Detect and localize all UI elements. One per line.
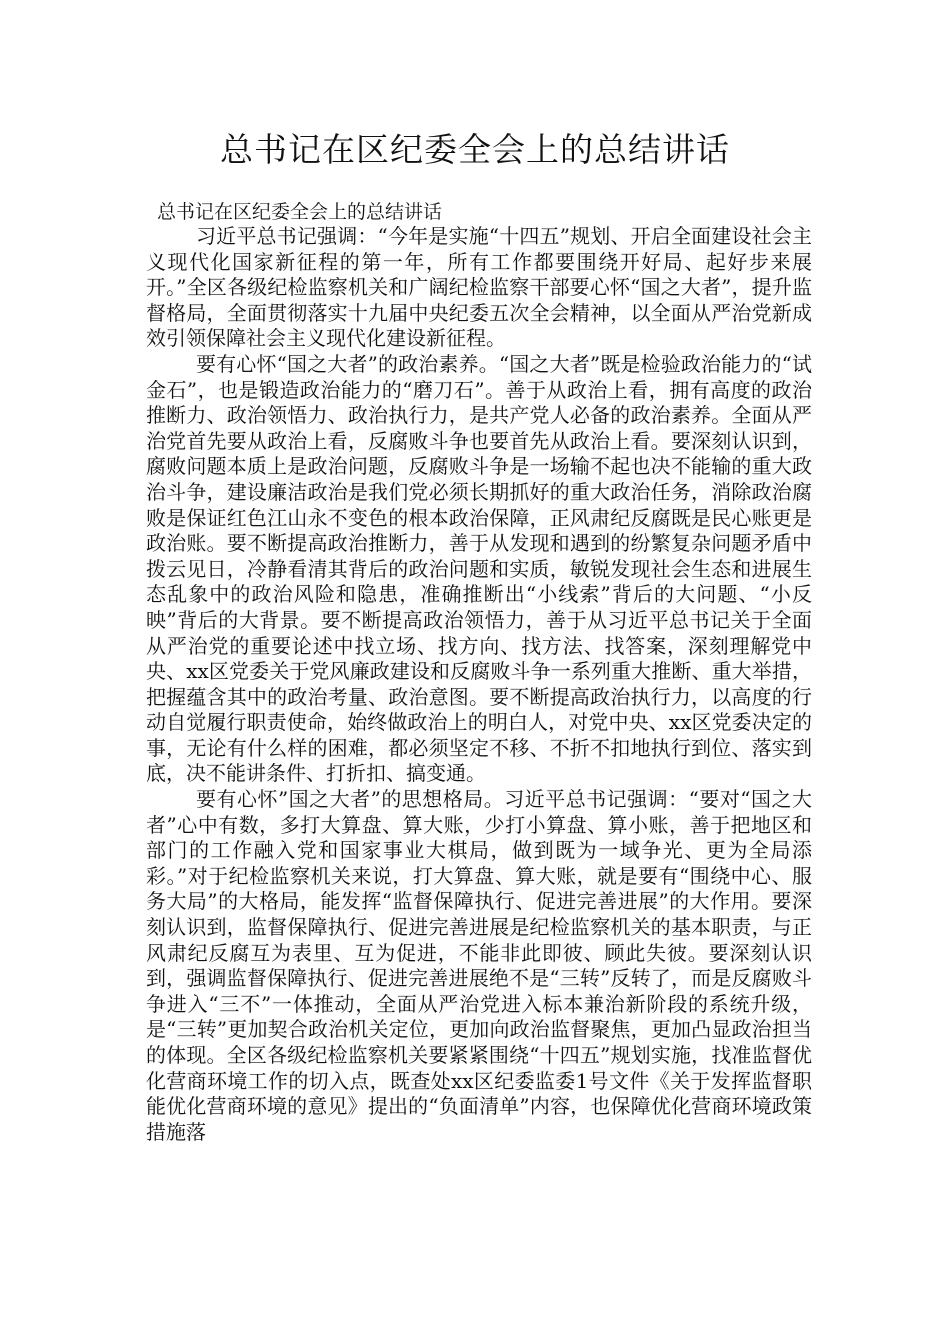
body-paragraph: 要有心怀”国之大者”的思想格局。习近平总书记强调：“要对“国之大者”心中有数，多打大算盘、算大账，少打小算盘、算小账，善于把地区和部门的工作融入党和国家事业大棋局，做到既为一域争光、更为全局添彩。”对于纪检监察机关来说，打大算盘、算大账，就是要有“围绕中心、服务大局”的大格局，能发挥“监督保障执行、促进完善进展”的大作用。要深刻认识到，监督保障执行、促进完善进展是纪检监察机关的基本职责，与正风肃纪反腐互为表里、互为促进，不能非此即彼、顾此失彼。要深刻认识到，强调监督保障执行、促进完善进展绝不是“三转”反转了，而是反腐败斗争进入“三不”一体推动，全面从严治党进入标本兼治新阶段的系统升级，是“三转”更加契合政治机关定位，更加向政治监督聚焦，更加凸显政治担当的体现。全区各级纪检监察机关要紧紧围绕“十四五”规划实施，找准监督优化营商环境工作的切入点，既查处xx区纪委监委1号文件《关于发挥监督职能优化营商环境的意见》提出的“负面清单”内容，也保障优化营商环境政策措施落 <box>146 787 812 1144</box>
document-subtitle: 总书记在区纪委全会上的总结讲话 <box>157 201 443 223</box>
document-body <box>146 224 812 1145</box>
document-title: 总书记在区纪委全会上的总结讲话 <box>220 130 730 169</box>
body-paragraph: 习近平总书记强调：“今年是实施“十四五”规划、开启全面建设社会主义现代化国家新征程的第一年，所有工作都要围绕开好局、起好步来展开。”全区各级纪检监察机关和广阔纪检监察干部要心怀“国之大者”，提升监督格局，全面贯彻落实十九届中央纪委五次全会精神，以全面从严治党新成效引领保障社会主义现代化建设新征程。 <box>146 224 812 351</box>
body-paragraph: 要有心怀“国之大者”的政治素养。“国之大者”既是检验政治能力的“试金石”，也是锻造政治能力的“磨刀石”。善于从政治上看，拥有高度的政治推断力、政治领悟力、政治执行力，是共产党人必备的政治素养。全面从严治党首先要从政治上看，反腐败斗争也要首先从政治上看。要深刻认识到，腐败问题本质上是政治问题，反腐败斗争是一场输不起也决不能输的重大政治斗争，建设廉洁政治是我们党必须长期抓好的重大政治任务，消除政治腐败是保证红色江山永不变色的根本政治保障，正风肃纪反腐既是民心账更是政治账。要不断提高政治推断力，善于从发现和遇到的纷繁复杂问题矛盾中拨云见日，冷静看清其背后的政治问题和实质，敏锐发现社会生态和进展生态乱象中的政治风险和隐患，准确推断出“小线索”背后的大问题、“小反映”背后的大背景。要不断提高政治领悟力，善于从习近平总书记关于全面从严治党的重要论述中找立场、找方向、找方法、找答案，深刻理解党中央、xx区党委关于党风廉政建设和反腐败斗争一系列重大推断、重大举措，把握蕴含其中的政治考量、政治意图。要不断提高政治执行力，以高度的行动自觉履行职责使命，始终做政治上的明白人，对党中央、xx区党委决定的事，无论有什么样的困难，都必须坚定不移、不折不扣地执行到位、落实到底，决不能讲条件、打折扣、搞变通。 <box>146 351 812 786</box>
